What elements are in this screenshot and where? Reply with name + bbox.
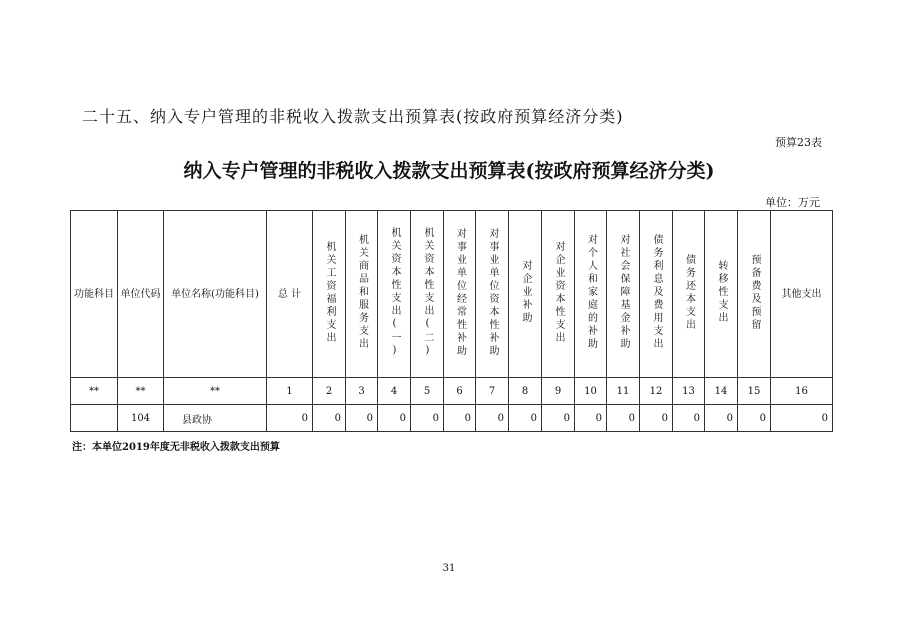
page-number: 31 [442,563,456,574]
header-cell: 机关工资福利支出 [313,211,346,378]
index-cell: ** [118,378,164,405]
index-cell: 9 [542,378,575,405]
header-cell: 对社会保障基金补助 [607,211,640,378]
header-cell: 债务利息及费用支出 [640,211,673,378]
header-cell: 机关商品和服务支出 [346,211,378,378]
unit-code-cell: 104 [118,405,164,432]
index-cell: 11 [607,378,640,405]
index-cell: 1 [267,378,313,405]
header-cell: 对事业单位资本性补助 [476,211,509,378]
data-cell: 0 [378,405,411,432]
header-cell: 对企业资本性支出 [542,211,575,378]
data-cell: 0 [444,405,476,432]
index-row [71,378,833,405]
header-cell: 机关资本性支出(一) [378,211,411,378]
index-cell: 15 [738,378,771,405]
index-cell: 2 [313,378,346,405]
section-title: 二十五、纳入专户管理的非税收入拨款支出预算表(按政府预算经济分类) [82,107,624,126]
header-cell: 债务还本支出 [673,211,705,378]
data-cell: 0 [771,405,833,432]
header-cell: 预备费及预留 [738,211,771,378]
header-cell: 其他支出 [771,211,833,378]
data-cell: 0 [476,405,509,432]
data-cell: 0 [738,405,771,432]
data-cell: 0 [509,405,542,432]
table-number: 预算23表 [775,136,822,149]
index-cell: 4 [378,378,411,405]
header-row [71,211,833,378]
unit-label: 单位：万元 [765,196,820,209]
data-cell [71,405,118,432]
header-cell: 对企业补助 [509,211,542,378]
index-cell: 5 [411,378,444,405]
header-cell: 单位代码 [118,211,164,378]
index-cell: 8 [509,378,542,405]
index-cell: 16 [771,378,833,405]
data-cell: 0 [313,405,346,432]
index-cell: ** [71,378,118,405]
data-cell: 0 [346,405,378,432]
data-cell: 0 [267,405,313,432]
index-cell: 10 [575,378,607,405]
main-title: 纳入专户管理的非税收入拨款支出预算表(按政府预算经济分类) [183,160,715,182]
header-cell: 对事业单位经常性补助 [444,211,476,378]
data-cell: 0 [542,405,575,432]
data-cell: 0 [673,405,705,432]
data-cell: 0 [705,405,738,432]
data-cell: 0 [575,405,607,432]
unit-name-cell: 县政协 [164,405,267,432]
header-cell: 转移性支出 [705,211,738,378]
data-cell: 0 [411,405,444,432]
data-cell: 0 [640,405,673,432]
index-cell: 6 [444,378,476,405]
table-row [71,405,833,432]
index-cell: 12 [640,378,673,405]
header-cell: 对个人和家庭的补助 [575,211,607,378]
footnote: 注：本单位2019年度无非税收入拨款支出预算 [72,442,280,453]
budget-table [70,210,833,432]
index-cell: ** [164,378,267,405]
index-cell: 14 [705,378,738,405]
header-cell: 单位名称(功能科目) [164,211,267,378]
index-cell: 13 [673,378,705,405]
header-cell: 总 计 [267,211,313,378]
index-cell: 3 [346,378,378,405]
header-cell: 机关资本性支出(二) [411,211,444,378]
header-cell: 功能科目 [71,211,118,378]
data-cell: 0 [607,405,640,432]
index-cell: 7 [476,378,509,405]
